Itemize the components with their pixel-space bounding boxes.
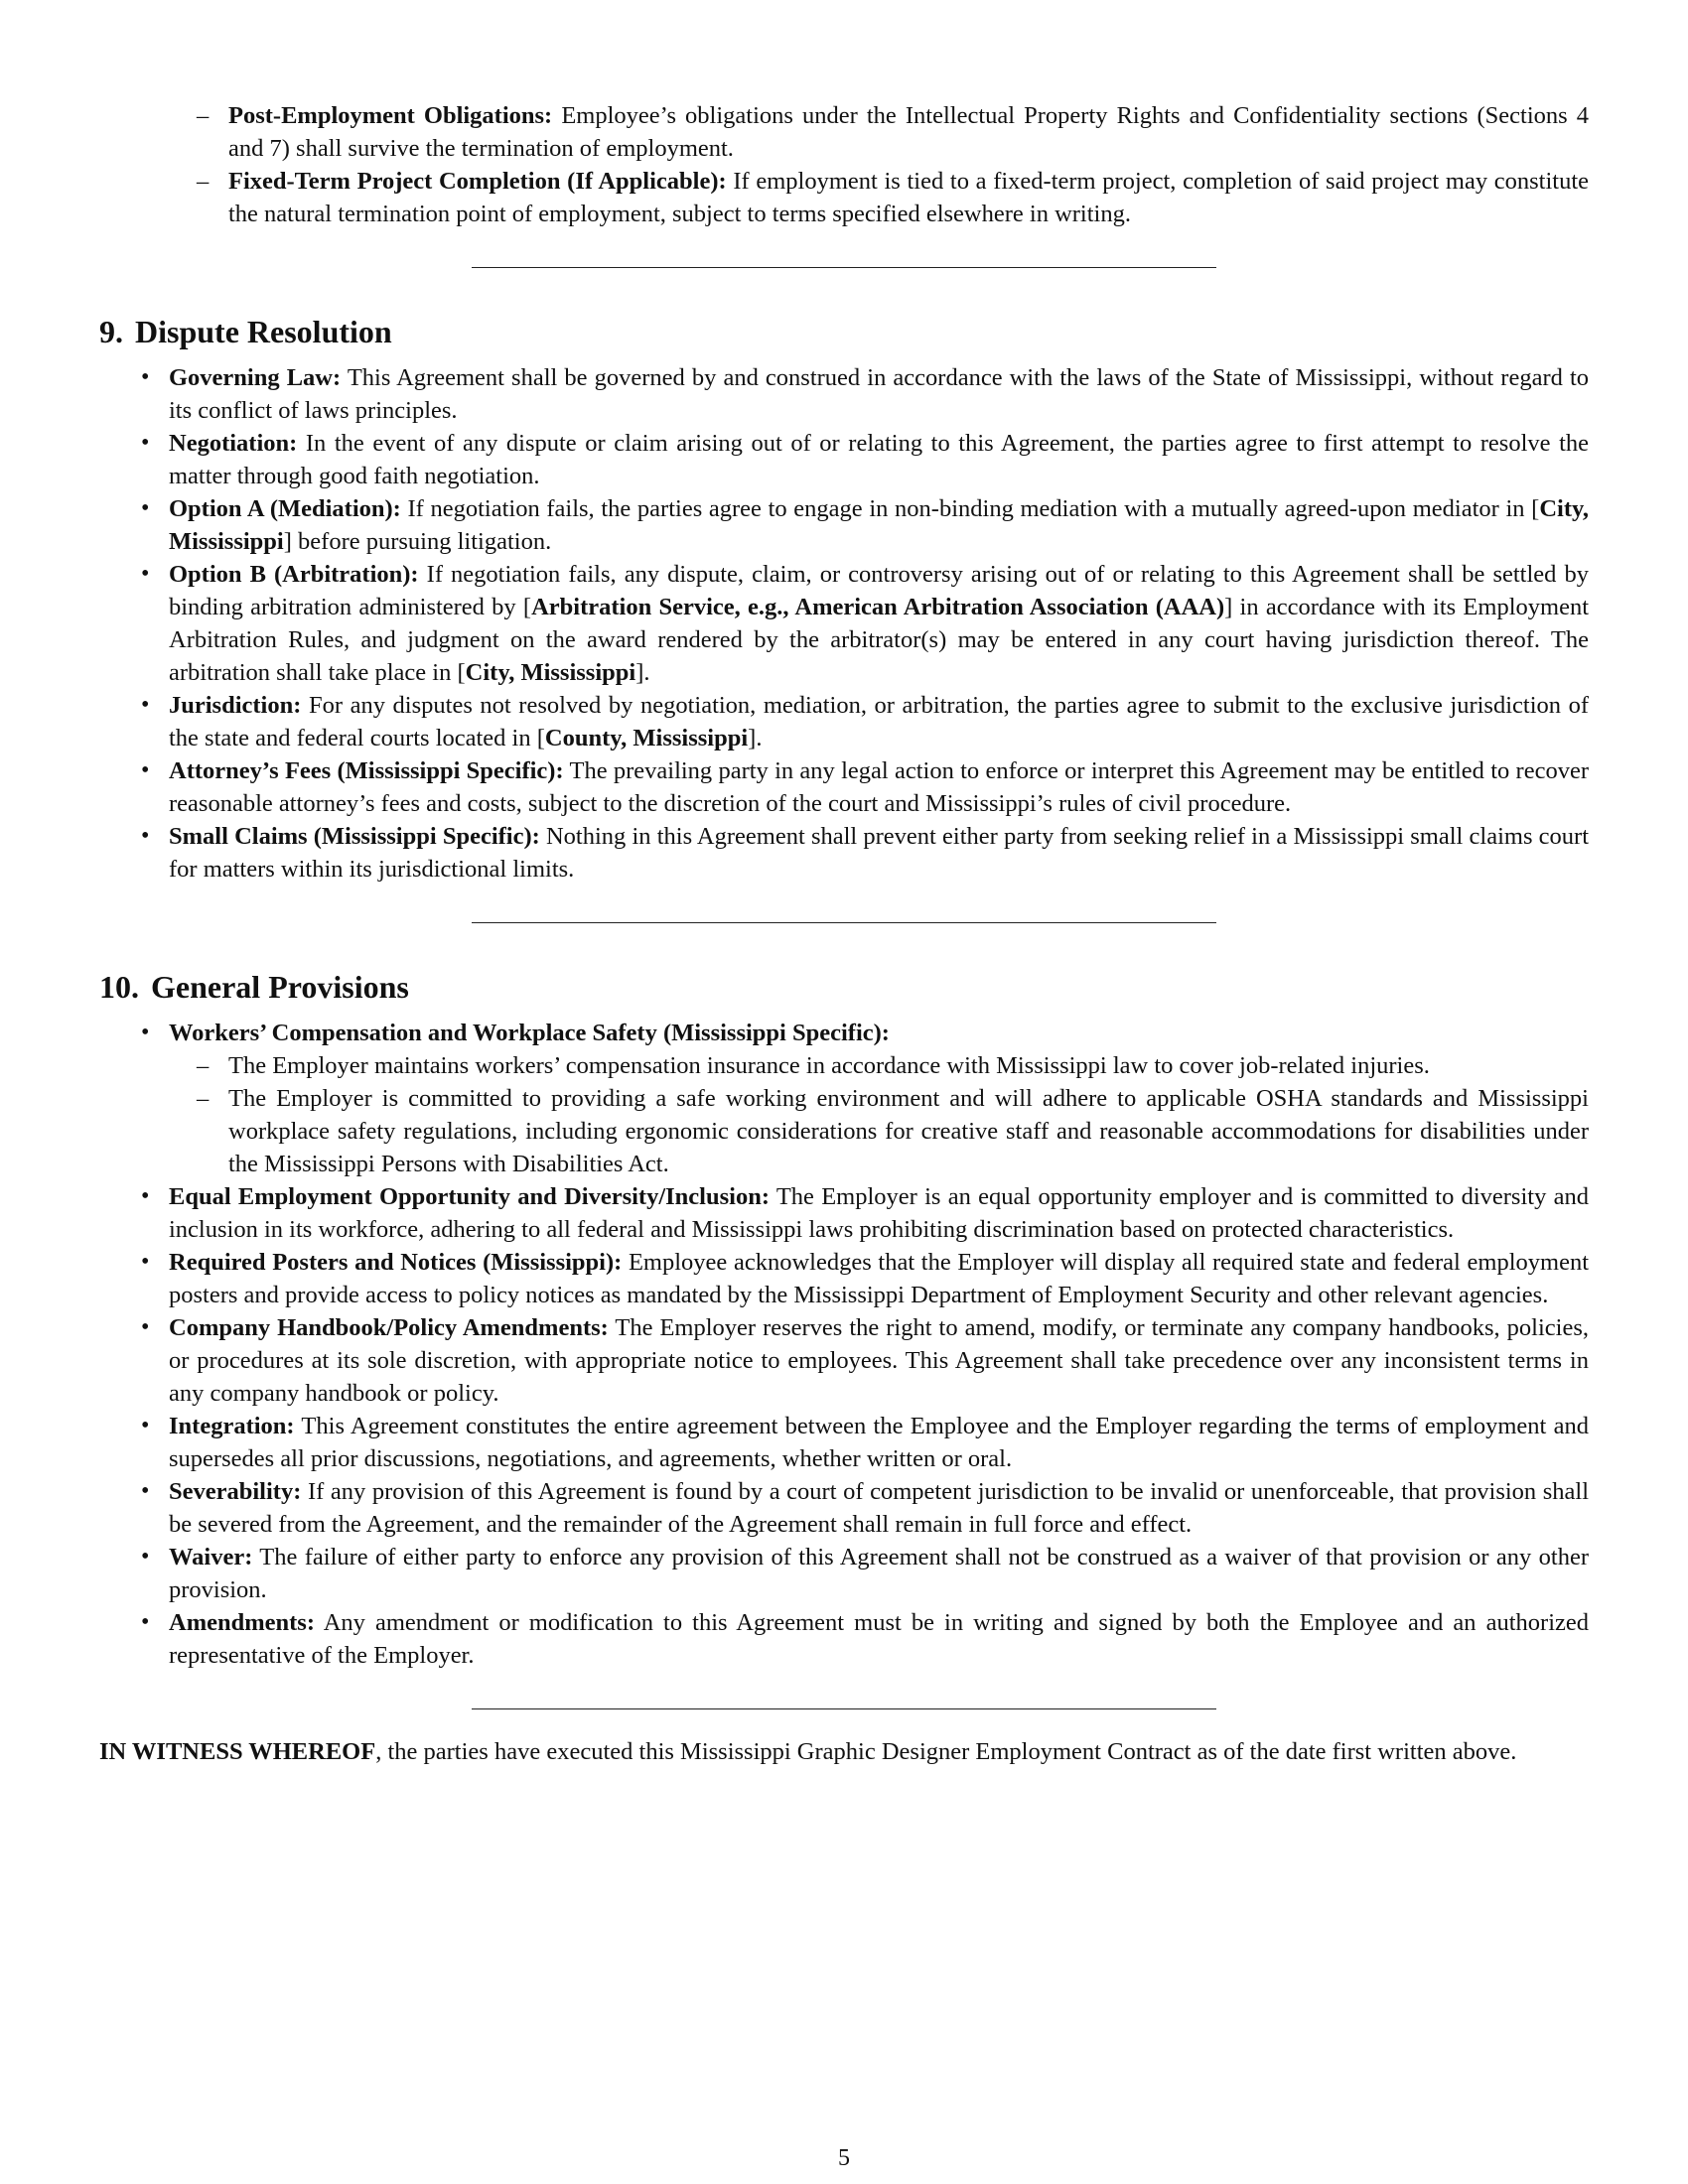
list-item — [169, 1180, 1589, 1246]
section-title: Dispute Resolution — [135, 314, 392, 349]
item-text: ] in accordance with its Employment Arbitration Rules, and judgment on the award rendered by the arbitrator(s) may be entered in any court having jurisdiction thereof. The arbitration shall take place in [ — [169, 594, 1589, 686]
list-item — [169, 689, 1589, 754]
list-item: – The Employer is committed to providing a safe working environment and will adhere to applicable OSHA standards and Mississippi workplace safety regulations, including ergonomic considerations for creative staff and reasonable accommodations for disabilities under the Mississippi Persons with Disabilities Act. — [228, 1082, 1589, 1180]
section-number: 9. — [99, 314, 123, 349]
item-label: Fixed-Term Project Completion (If Applicable): — [228, 168, 727, 195]
list-item — [169, 1017, 1589, 1180]
section-divider — [472, 267, 1216, 268]
page-number: 5 — [838, 2145, 850, 2171]
item-text: The failure of either party to enforce any provision of this Agreement shall not be construed as a waiver of that provision or any other provision. — [169, 1544, 1589, 1603]
item-label: Jurisdiction: — [169, 692, 302, 719]
list-item — [169, 558, 1589, 689]
dispute-resolution-list — [169, 361, 1589, 886]
item-text: The Employer reserves the right to amend, modify, or terminate any company handbooks, policies, or procedures at its sole discretion, with appropriate notice to employees. This Agreement shall take precedence over any inconsistent terms in any company handbook or policy. — [169, 1314, 1590, 1407]
section-divider — [472, 922, 1216, 923]
item-text: Nothing in this Agreement shall prevent either party from seeking relief in a Mississippi small claims court for matters within its jurisdictional limits. — [169, 823, 1590, 883]
item-label: Company Handbook/Policy Amendments: — [169, 1314, 609, 1341]
list-item — [169, 1541, 1589, 1606]
item-label: Equal Employment Opportunity and Diversity/Inclusion: — [169, 1183, 770, 1210]
item-label: Attorney’s Fees (Mississippi Specific): — [169, 757, 564, 784]
item-label: Small Claims (Mississippi Specific): — [169, 823, 540, 850]
list-item — [228, 99, 1589, 165]
list-item: – The Employer maintains workers’ compensation insurance in accordance with Mississippi law to cover job-related injuries. — [228, 1049, 1589, 1082]
list-item — [169, 1246, 1589, 1311]
placeholder-field: County, Mississippi — [544, 725, 749, 751]
item-text: If negotiation fails, the parties agree to engage in non-binding mediation with a mutually agreed-upon mediator in [ — [407, 495, 1540, 522]
item-text: The Employer is an equal opportunity employer and is committed to diversity and inclusion in its workforce, adhering to all federal and Mississippi laws prohibiting discrimination based on protected characteristics. — [169, 1183, 1589, 1243]
item-label: Integration: — [169, 1413, 295, 1439]
item-label: Severability: — [169, 1478, 302, 1505]
item-label: Option B (Arbitration): — [169, 561, 419, 588]
placeholder-field: City, Mississippi — [169, 495, 1590, 555]
placeholder-field: City, Mississippi — [465, 659, 636, 686]
list-item — [169, 1606, 1589, 1672]
item-text: ]. — [748, 725, 763, 751]
item-text: If negotiation fails, any dispute, claim, or controversy arising out of or relating to this Agreement shall be settled by binding arbitration administered by [ — [169, 561, 1589, 620]
list-item — [169, 427, 1589, 492]
list-item — [169, 820, 1589, 886]
item-text: Employee’s obligations under the Intellectual Property Rights and Confidentiality sections (Sections 4 and 7) shall survive the termination of employment. — [228, 102, 1590, 162]
item-label: Post-Employment Obligations: — [228, 102, 553, 129]
item-text: The prevailing party in any legal action to enforce or interpret this Agreement may be entitled to recover reasonable attorney’s fees and costs, subject to the discretion of the court and Mississippi’s rules of civil procedure. — [169, 757, 1589, 817]
general-provisions-list — [169, 1017, 1589, 1672]
item-text: If any provision of this Agreement is found by a court of competent jurisdiction to be invalid or unenforceable, that provision shall be severed from the Agreement, and the remainder of the Agreement shall remain in full force and effect. — [169, 1478, 1590, 1538]
section-divider — [472, 1708, 1216, 1709]
item-text: In the event of any dispute or claim arising out of or relating to this Agreement, the parties agree to first attempt to resolve the matter through good faith negotiation. — [169, 430, 1590, 489]
list-item — [169, 754, 1589, 820]
item-text: ] before pursuing litigation. — [283, 528, 552, 555]
list-item — [169, 492, 1589, 558]
item-text: For any disputes not resolved by negotiation, mediation, or arbitration, the parties agree to submit to the exclusive jurisdiction of the state and federal courts located in [ — [169, 692, 1589, 751]
item-label: Required Posters and Notices (Mississippi): — [169, 1249, 623, 1276]
list-item — [228, 165, 1589, 230]
item-label: Negotiation: — [169, 430, 298, 457]
section-number: 10. — [99, 969, 139, 1005]
item-text: Employee acknowledges that the Employer will display all required state and federal employment posters and provide access to policy notices as mandated by the Mississippi Department of Employment Security and other relevant agencies. — [169, 1249, 1589, 1308]
item-label: Governing Law: — [169, 364, 342, 391]
placeholder-field: Arbitration Service, e.g., American Arbitration Association (AAA) — [531, 594, 1225, 620]
list-item — [169, 1311, 1589, 1410]
list-item — [169, 1475, 1589, 1541]
item-label: Amendments: — [169, 1609, 315, 1636]
witness-clause — [99, 1735, 1589, 1768]
item-text: This Agreement constitutes the entire agreement between the Employee and the Employer regarding the terms of employment and supersedes all prior discussions, negotiations, and agreements, whether written or oral. — [169, 1413, 1589, 1472]
item-label: Workers’ Compensation and Workplace Safety (Mississippi Specific): — [169, 1020, 890, 1046]
item-text: Any amendment or modification to this Agreement must be in writing and signed by both the Employee and an authorized representative of the Employer. — [169, 1609, 1589, 1669]
list-item — [169, 361, 1589, 427]
termination-sublist — [228, 99, 1589, 230]
list-item — [169, 1410, 1589, 1475]
section-heading-general-provisions — [99, 967, 1589, 1007]
workers-comp-sublist — [228, 1049, 1589, 1180]
section-title: General Provisions — [151, 969, 409, 1005]
item-label: Option A (Mediation): — [169, 495, 401, 522]
item-text: ]. — [635, 659, 650, 686]
item-text: If employment is tied to a fixed-term project, completion of said project may constitute the natural termination point of employment, subject to terms specified elsewhere in writing. — [228, 168, 1590, 227]
section-heading-dispute-resolution — [99, 312, 1589, 351]
witness-heading: IN WITNESS WHEREOF — [99, 1738, 376, 1765]
item-label: Waiver: — [169, 1544, 253, 1570]
item-text: This Agreement shall be governed by and construed in accordance with the laws of the State of Mississippi, without regard to its conflict of laws principles. — [169, 364, 1589, 424]
witness-text: , the parties have executed this Mississippi Graphic Designer Employment Contract as of the date first written above. — [375, 1738, 1517, 1765]
